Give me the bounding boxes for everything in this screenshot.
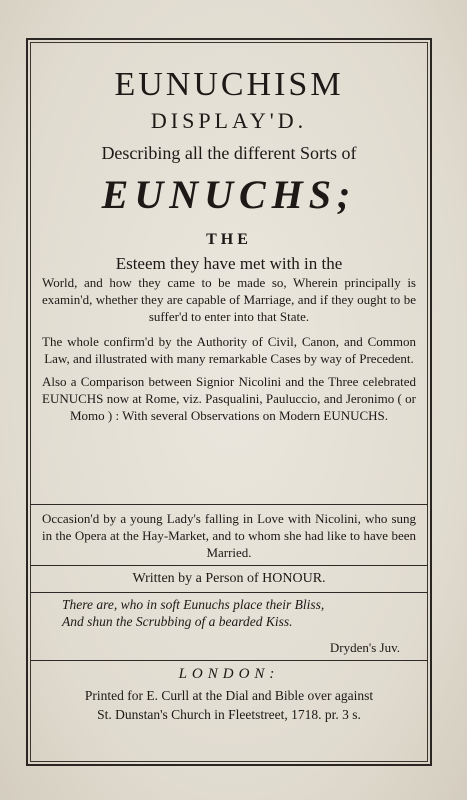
paragraph-occasion: Occasion'd by a young Lady's falling in Love with Nicolini, who sung in the Opera at the Hay-Market, and to whom she had like to have been Married. [42,511,416,560]
divider-4 [30,660,428,661]
epigraph [36,596,422,630]
imprint-line-1: Printed for E. Curll at the Dial and Bible over against [84,688,374,703]
paragraph-comparison: Also a Comparison between Signior Nicolini and the Three celebrated EUNUCHS now at Rome, viz. Pasqualini, Pauluccio, and Jeronimo ( or Momo ) : With several Observations on Modern EUNUCHS. [42,374,416,423]
epigraph-line-1: There are, who in soft Eunuchs place their Bliss, [62,597,325,612]
author-line: Written by a Person of HONOUR. [132,571,326,586]
subtitle-describing: Describing all the different Sorts of [101,143,357,163]
epigraph-line-2: And shun the Scrubbing of a bearded Kiss. [62,614,293,629]
epigraph-attribution: Dryden's Juv. [329,640,400,655]
divider-3 [30,592,428,593]
subtitle-displayd: DISPLAY'D. [150,108,308,133]
divider-2 [30,565,428,566]
esteem-lead: Esteem they have met with in the [115,254,343,273]
title-the: THE [206,231,252,248]
paragraph-confirmd: The whole confirm'd by the Authority of Civil, Canon, and Common Law, and illustrated with many remarkable Cases by way of Precedent. [42,334,416,366]
imprint-city: LONDON: [178,666,280,682]
imprint-line-2: St. Dunstan's Church in Fleetstreet, 1718. pr. 3 s. [97,707,361,722]
title-eunuchs: EUNUCHS; [101,172,357,217]
main-title: EUNUCHISM [114,66,344,103]
paragraph-world: World, and how they came to be made so, Wherein principally is examin'd, whether they are capable of Marriage, and if they ought to be suffer'd to enter into that State. [42,275,416,324]
title-block [36,48,422,424]
divider-1 [30,504,428,505]
imprint-text [36,686,422,724]
